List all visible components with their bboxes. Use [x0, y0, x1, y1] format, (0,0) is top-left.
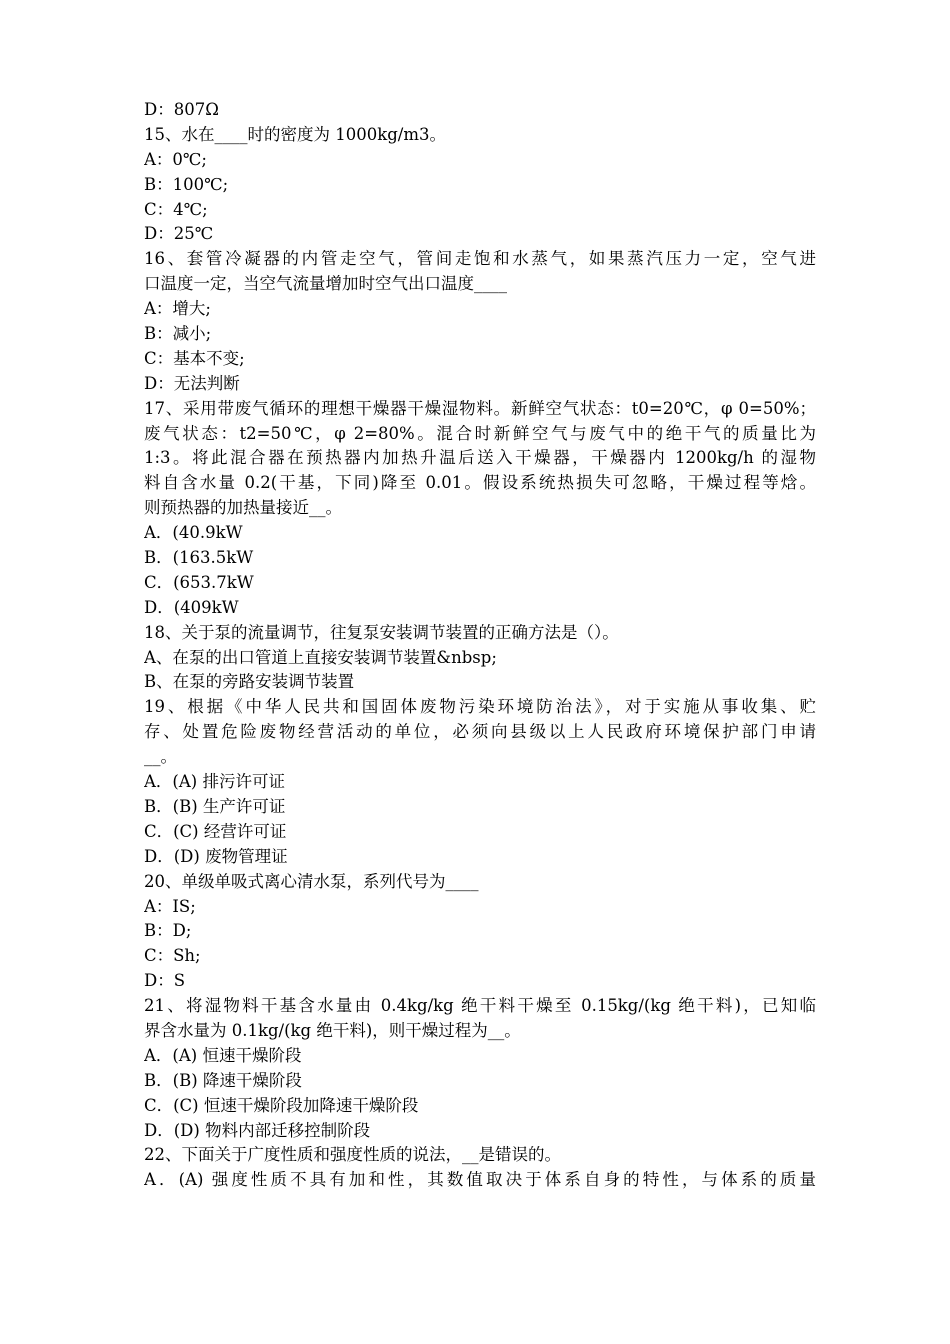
- text-line: D．(D) 废物管理证: [144, 846, 288, 866]
- text-line: D．(D) 物料内部迁移控制阶段: [144, 1120, 371, 1140]
- text-line: A：0℃;: [144, 149, 207, 169]
- text-line: C．(C) 经营许可证: [144, 821, 287, 841]
- text-line: A．(A) 排污许可证: [144, 772, 285, 792]
- text-line: 废气状态：t2=50℃，φ 2=80%。混合时新鲜空气与废气中的绝干气的质量比为: [144, 423, 816, 443]
- text-line: A．(40.9kW: [144, 523, 243, 543]
- text-line: A．(A) 恒速干燥阶段: [144, 1045, 302, 1065]
- text-line: __。: [144, 747, 177, 767]
- text-line: 料自含水量 0.2(干基，下同)降至 0.01。假设系统热损失可忽略，干燥过程等焓。: [144, 473, 816, 493]
- text-line: 界含水量为 0.1kg/(kg 绝干料)，则干燥过程为__。: [144, 1020, 521, 1040]
- text-line: C．(C) 恒速干燥阶段加降速干燥阶段: [144, 1095, 419, 1115]
- text-line: A、在泵的出口管道上直接安装调节装置&nbsp;: [144, 647, 497, 667]
- text-line: A．(A) 强度性质不具有加和性，其数值取决于体系自身的特性，与体系的质量: [144, 1170, 816, 1190]
- text-line: 1:3。将此混合器在预热器内加热升温后送入干燥器，干燥器内 1200kg/h 的湿物: [144, 448, 816, 468]
- text-line: 18、关于泵的流量调节，往复泵安装调节装置的正确方法是（）。: [144, 622, 619, 642]
- text-line: 20、单级单吸式离心清水泵，系列代号为____: [144, 871, 479, 891]
- text-line: C．(653.7kW: [144, 572, 254, 592]
- text-line: C：4℃;: [144, 199, 208, 219]
- text-line: 17、采用带废气循环的理想干燥器干燥湿物料。新鲜空气状态：t0=20℃，φ 0=50%；: [144, 398, 816, 418]
- text-line: B：100℃;: [144, 174, 229, 194]
- text-line: 口温度一定，当空气流量增加时空气出口温度____: [144, 274, 507, 294]
- text-line: 19、根据《中华人民共和国固体废物污染环境防治法》，对于实施从事收集、贮: [144, 697, 816, 717]
- text-line: D：S: [144, 971, 186, 991]
- text-line: B、在泵的旁路安装调节装置: [144, 672, 355, 692]
- text-line: 16、套管冷凝器的内管走空气，管间走饱和水蒸气，如果蒸汽压力一定，空气进: [144, 249, 816, 269]
- text-line: 则预热器的加热量接近__。: [144, 498, 342, 518]
- text-line: 22、下面关于广度性质和强度性质的说法，__是错误的。: [144, 1145, 561, 1165]
- text-line: A：IS;: [144, 896, 196, 916]
- text-line: D：无法判断: [144, 373, 240, 393]
- text-line: C：基本不变;: [144, 348, 245, 368]
- text-line: B：D;: [144, 921, 192, 941]
- text-line: 21、将湿物料干基含水量由 0.4kg/kg 绝干料干燥至 0.15kg/(kg 绝干料)，已知临: [144, 996, 816, 1016]
- text-line: B．(163.5kW: [144, 548, 254, 568]
- text-line: B：减小;: [144, 324, 212, 344]
- text-line: A：增大;: [144, 299, 211, 319]
- text-line: 15、水在____时的密度为 1000kg/m3。: [144, 124, 446, 144]
- text-line: B．(B) 生产许可证: [144, 796, 286, 816]
- text-line: 存、处置危险废物经营活动的单位，必须向县级以上人民政府环境保护部门申请: [144, 722, 816, 742]
- document-page: [144, 98, 816, 1193]
- text-line: C：Sh;: [144, 946, 201, 966]
- text-line: D．(409kW: [144, 597, 239, 617]
- text-line: D：25℃: [144, 224, 214, 244]
- text-line: D：807Ω: [144, 100, 219, 119]
- text-line: B．(B) 降速干燥阶段: [144, 1070, 302, 1090]
